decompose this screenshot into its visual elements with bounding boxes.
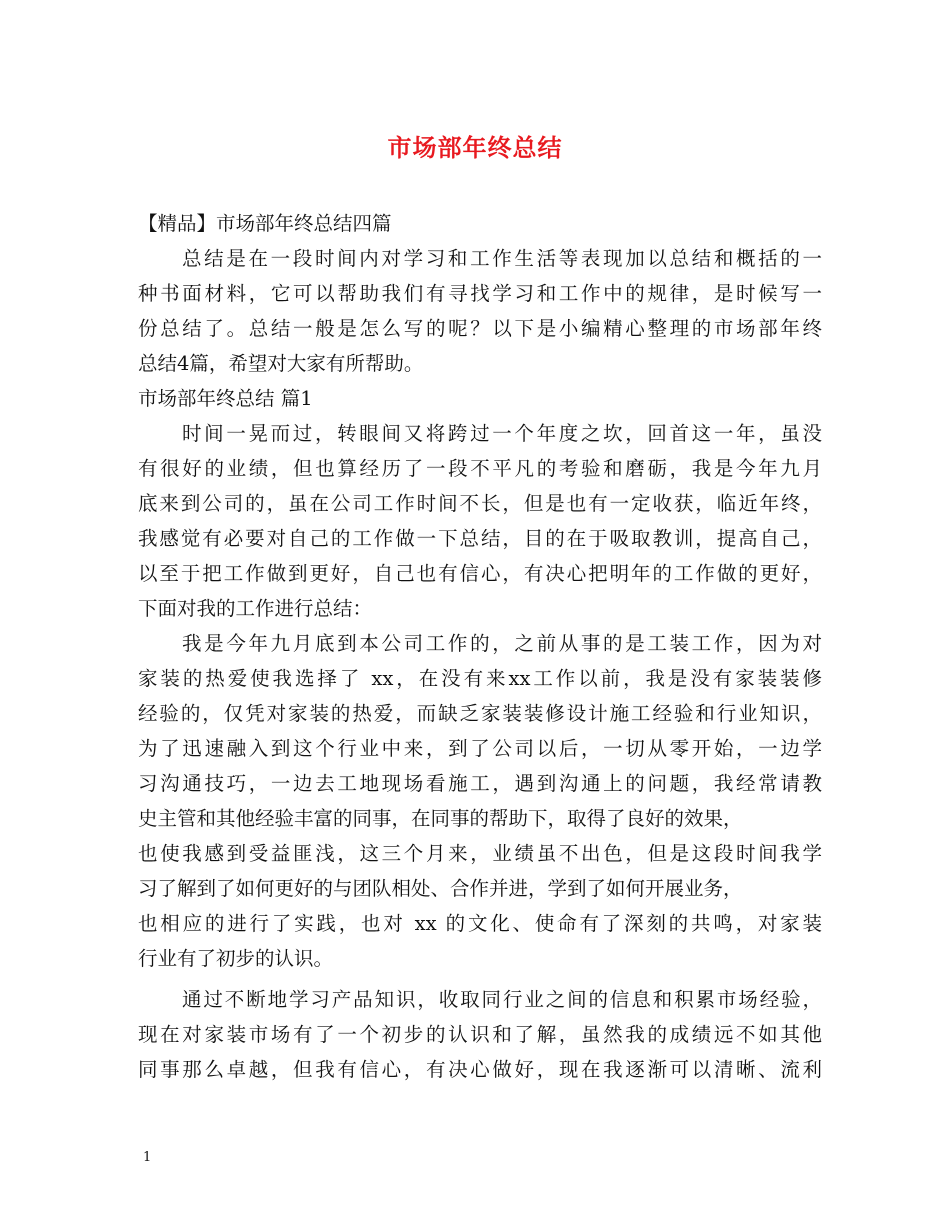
text-line: 现在对家装市场有了一个初步的认识和了解，虽然我的成绩远不如其他 [138, 1023, 822, 1046]
text-line: 行业有了初步的认识。 [138, 947, 334, 970]
text-line: 我是今年九月底到本公司工作的，之前从事的是工装工作，因为对 [182, 632, 822, 655]
text-line: 时间一晃而过，转眼间又将跨过一个年度之坎，回首这一年，虽没 [182, 422, 822, 445]
page-number: 1 [143, 1150, 152, 1165]
text-line: 底来到公司的，虽在公司工作时间不长，但是也有一定收获，临近年终， [138, 492, 822, 515]
text-line: 有很好的业绩，但也算经历了一段不平凡的考验和磨砺，我是今年九月 [138, 457, 822, 480]
text-line: 经验的，仅凭对家装的热爱，而缺乏家装装修设计施工经验和行业知识， [138, 702, 822, 725]
text-line: 也使我感到受益匪浅，这三个月来，业绩虽不出色，但是这段时间我学 [138, 842, 822, 865]
text-line: 种书面材料，它可以帮助我们有寻找学习和工作中的规律，是时候写一 [138, 282, 822, 305]
text-line: 习了解到了如何更好的与团队相处、合作并进，学到了如何开展业务， [138, 877, 743, 900]
text-line: 以至于把工作做到更好，自己也有信心，有决心把明年的工作做的更好， [138, 562, 822, 585]
text-line: 总结是在一段时间内对学习和工作生活等表现加以总结和概括的一 [182, 247, 822, 270]
text-line: 家装的热爱使我选择了 xx，在没有来xx工作以前，我是没有家装装修 [138, 667, 822, 690]
text-line: 下面对我的工作进行总结： [138, 597, 373, 620]
text-line: 同事那么卓越，但我有信心，有决心做好，现在我逐渐可以清晰、流利 [138, 1058, 822, 1081]
document-body [138, 206, 822, 1087]
text-line: 通过不断地学习产品知识，收取同行业之间的信息和积累市场经验， [182, 988, 822, 1011]
text-line: 总结4篇，希望对大家有所帮助。 [138, 352, 424, 375]
text-line: 我感觉有必要对自己的工作做一下总结，目的在于吸取教训，提高自己， [138, 527, 822, 550]
text-line: 史主管和其他经验丰富的同事，在同事的帮助下，取得了良好的效果， [138, 807, 743, 830]
text-line: 习沟通技巧，一边去工地现场看施工，遇到沟通上的问题，我经常请教 [138, 772, 822, 795]
document-title: 市场部年终总结 [387, 133, 563, 162]
text-line: 市场部年终总结 篇1 [138, 387, 313, 410]
text-line: 也相应的进行了实践，也对 xx 的文化、使命有了深刻的共鸣，对家装 [138, 912, 822, 935]
text-line: 【精品】市场部年终总结四篇 [138, 212, 392, 235]
text-line: 为了迅速融入到这个行业中来，到了公司以后，一切从零开始，一边学 [138, 737, 822, 760]
text-line: 份总结了。总结一般是怎么写的呢？以下是小编精心整理的市场部年终 [138, 317, 822, 340]
